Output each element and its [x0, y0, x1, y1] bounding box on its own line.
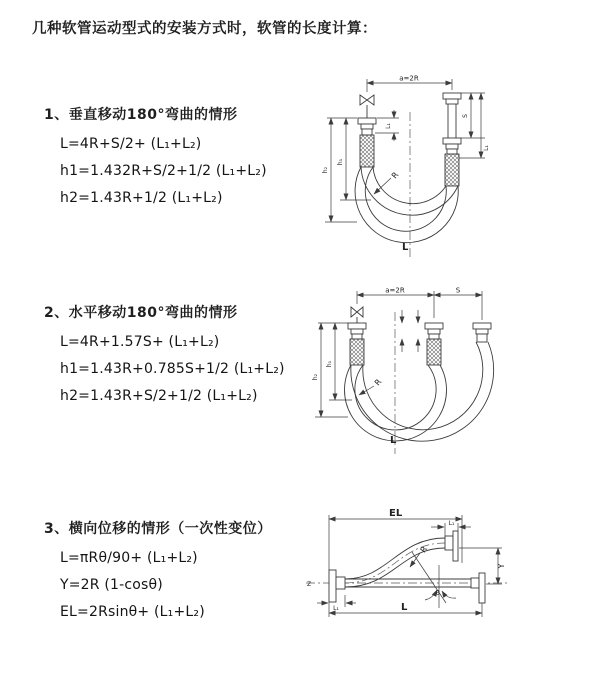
right-pipe	[443, 93, 461, 186]
braid-section	[427, 339, 441, 365]
page-title: 几种软管运动型式的安装方式时，软管的长度计算：	[32, 21, 377, 37]
dim-stroke-label: S	[455, 286, 461, 295]
dim-h1-label: h₁	[326, 360, 333, 368]
angle-theta	[412, 552, 456, 608]
dim-span-label: a=2R	[399, 74, 419, 83]
dim-fitting-top-label: L₁	[448, 520, 455, 527]
hose-u-curves	[355, 167, 458, 243]
dim-el	[329, 508, 462, 570]
formula-line: h1=1.43R+0.785S+1/2 (L₁+L₂)	[60, 361, 285, 377]
radius-pointer	[359, 377, 384, 395]
left-flange	[329, 570, 345, 602]
valve-icon	[351, 307, 363, 317]
dim-h2	[322, 118, 357, 222]
formula-line: h1=1.432R+S/2+1/2 (L₁+L₂)	[60, 163, 267, 179]
dim-stroke-s	[434, 287, 482, 296]
length-label: L	[402, 242, 409, 253]
dim-el-label: EL	[389, 508, 403, 519]
dim-fitting-left	[317, 595, 356, 612]
dim-h1	[318, 323, 352, 400]
dim-length	[329, 602, 482, 617]
formula-line: L=4R+S/2+ (L₁+L₂)	[60, 136, 202, 152]
formula-line: EL=2Rsinθ+ (L₁+L₂)	[60, 604, 205, 620]
dim-fitting-label: L₁	[483, 145, 490, 151]
braid-section	[360, 135, 374, 167]
diagram-vertical-travel-hose	[313, 70, 585, 265]
hose-u-curves	[345, 342, 494, 441]
left-pipe	[348, 317, 366, 365]
dim-y-label: Y	[497, 563, 506, 569]
dim-span-label: a=2R	[385, 286, 405, 295]
section-1-heading: 1、垂直移动180°弯曲的情形	[44, 107, 238, 123]
dim-span-a2r	[357, 287, 482, 321]
dim-h2	[312, 323, 348, 417]
middle-pipe	[425, 323, 443, 365]
formula-line: L=πRθ/90+ (L₁+L₂)	[60, 550, 198, 566]
radius-pointer	[374, 170, 401, 194]
dim-fitting-left-label: L₁	[333, 605, 339, 612]
valve-icon	[360, 95, 374, 105]
dim-fitting-left	[375, 110, 399, 141]
section-1-formulas	[60, 131, 267, 212]
section-1	[44, 104, 267, 212]
length-label: L	[390, 435, 397, 446]
dim-fitting-left-label: L₁	[385, 123, 392, 129]
straight-pipe	[345, 573, 485, 603]
left-pipe	[358, 105, 376, 167]
diagram-lateral-displacement-hose	[298, 503, 598, 651]
angle-label: θ	[436, 590, 440, 597]
section-3	[44, 518, 272, 626]
braid-section	[350, 339, 364, 365]
section-2	[44, 302, 285, 410]
formula-line: h2=1.43R+S/2+1/2 (L₁+L₂)	[60, 388, 258, 404]
dim-h2-label: h₂	[312, 373, 319, 381]
formula-line: L=4R+1.57S+ (L₁+L₂)	[60, 334, 220, 350]
dim-fitting-top	[431, 520, 471, 536]
section-2-heading: 2、水平移动180°弯曲的情形	[44, 305, 238, 321]
section-2-formulas	[60, 329, 285, 410]
diagram-horizontal-travel-hose	[308, 282, 588, 462]
section-3-formulas	[60, 545, 272, 626]
dim-stroke-label: S	[462, 114, 469, 118]
fitting-arrows	[402, 310, 418, 352]
right-pipe	[473, 323, 491, 342]
length-label: L	[401, 602, 408, 613]
radius-label: R	[372, 377, 384, 388]
dim-span-a2r	[367, 75, 452, 93]
formula-line: h2=1.43R+1/2 (L₁+L₂)	[60, 190, 223, 206]
dim-fitting-right	[481, 93, 490, 158]
section-3-heading: 3、横向位移的情形（一次性变位）	[44, 521, 272, 537]
radius-label: R	[418, 544, 430, 555]
braid-section	[445, 154, 459, 186]
dim-h2-label: h₂	[322, 166, 329, 174]
axis-mark: Z	[307, 581, 312, 588]
radius-label: R	[389, 170, 401, 181]
dim-h1-label: h₁	[337, 158, 344, 166]
formula-line: Y=2R (1-cosθ)	[60, 577, 163, 593]
